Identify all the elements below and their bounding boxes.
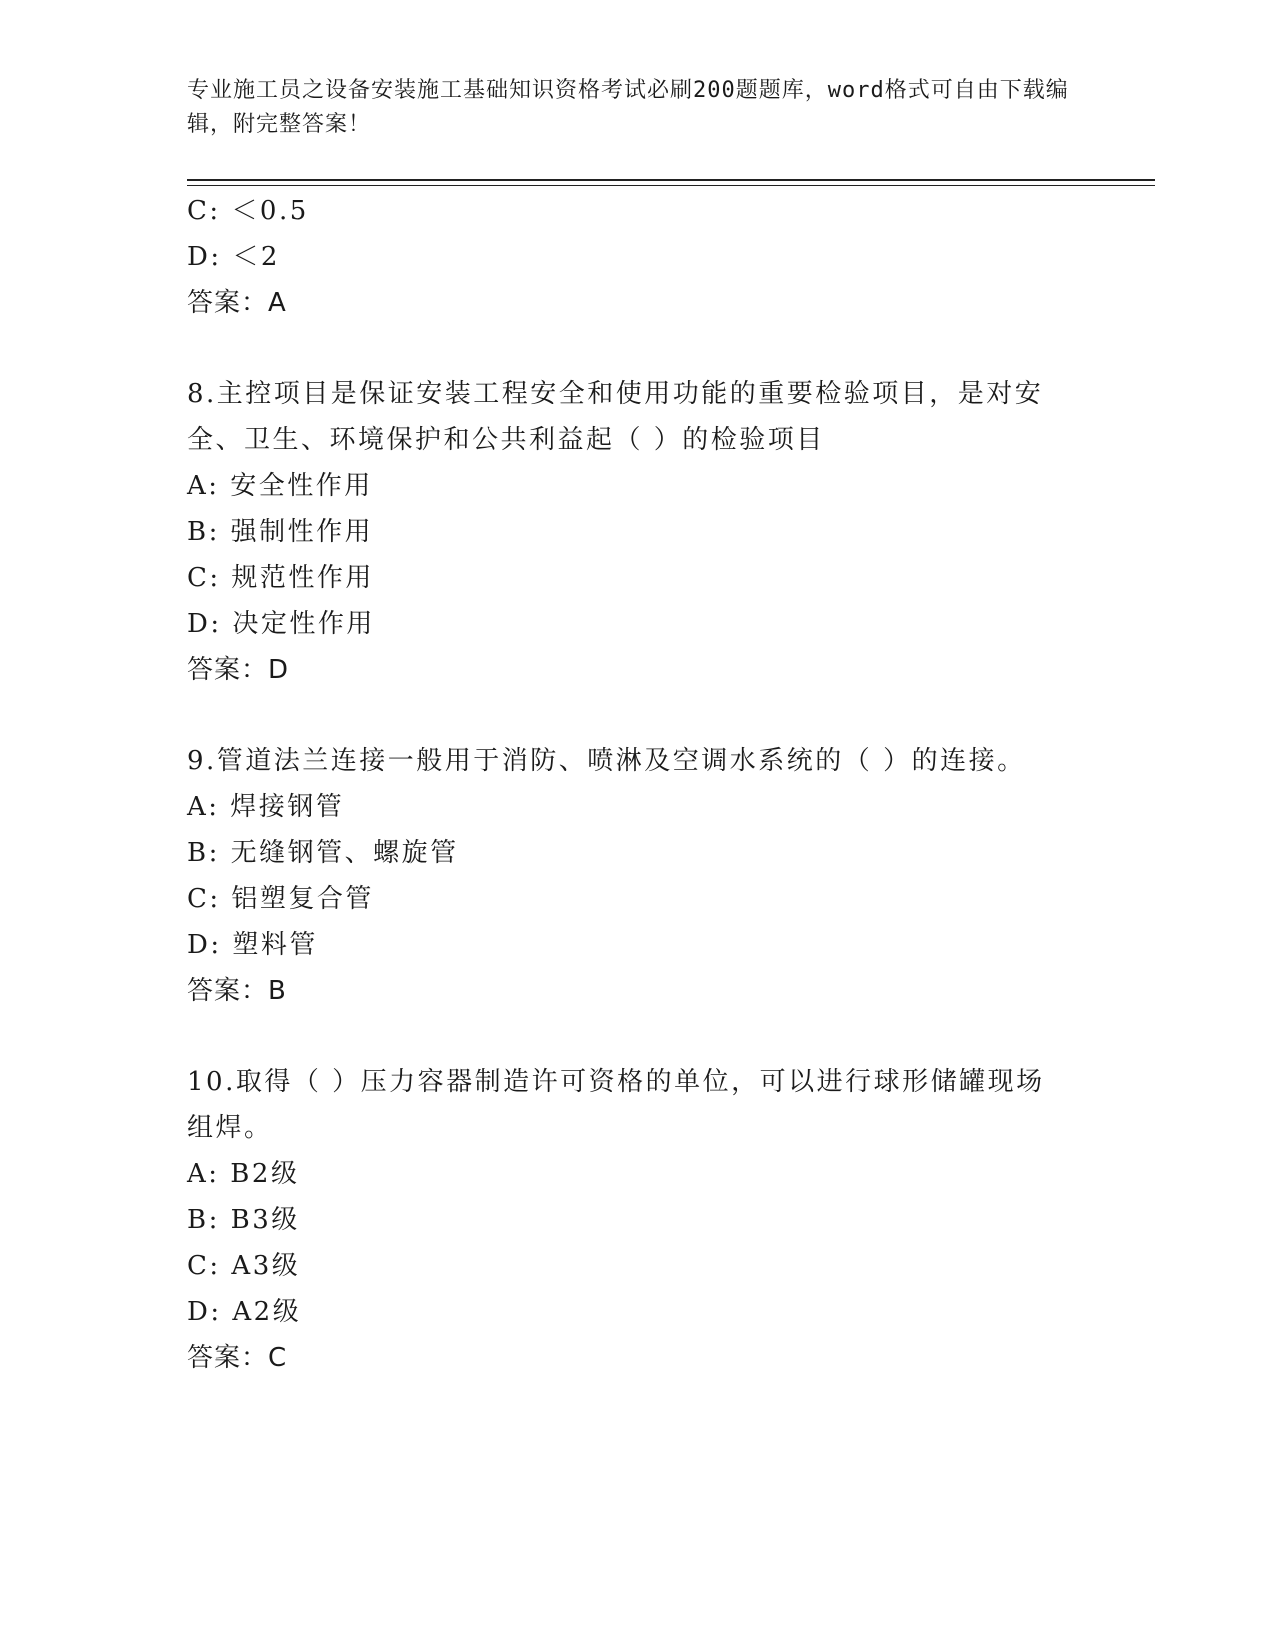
answer-line: 答案：B: [187, 976, 287, 1006]
option-a: A: 焊接钢管: [187, 792, 345, 822]
question-block-10: [187, 1059, 1077, 1381]
question-text-line: 10.取得（ ）压力容器制造许可资格的单位，可以进行球形储罐现场: [187, 1067, 1045, 1097]
option-d: D: 塑料管: [187, 930, 318, 960]
header-divider-thick: [187, 179, 1155, 181]
question-text-line: 全、卫生、环境保护和公共利益起（ ）的检验项目: [187, 425, 825, 455]
option-b: B: 无缝钢管、螺旋管: [187, 838, 459, 868]
spacer: [187, 326, 1077, 371]
question-block-8: [187, 371, 1077, 693]
question-text-line: 8.主控项目是保证安装工程安全和使用功能的重要检验项目，是对安: [187, 379, 1044, 409]
header-divider-thin: [187, 185, 1155, 186]
option-d: D: ＜2: [187, 242, 280, 272]
option-c: C: A3级: [187, 1251, 301, 1281]
option-c: C: ＜0.5: [187, 196, 309, 226]
option-a: A: 安全性作用: [187, 471, 373, 501]
option-d: D: 决定性作用: [187, 609, 375, 639]
question-text-line: 9.管道法兰连接一般用于消防、喷淋及空调水系统的（ ）的连接。: [187, 746, 1026, 776]
document-body: [187, 188, 1077, 1381]
question-text-line: 组焊。: [187, 1113, 273, 1143]
header-title: 专业施工员之设备安装施工基础知识资格考试必刷200题题库，word格式可自由下载编辑，附完整答案！: [187, 78, 1069, 137]
option-b: B: B3级: [187, 1205, 300, 1235]
answer-line: 答案：D: [187, 655, 290, 685]
answer-line: 答案：A: [187, 288, 287, 318]
option-c: C: 规范性作用: [187, 563, 374, 593]
question-block-9: [187, 738, 1077, 1014]
option-d: D: A2级: [187, 1297, 302, 1327]
spacer: [187, 1014, 1077, 1059]
option-b: B: 强制性作用: [187, 517, 374, 547]
spacer: [187, 693, 1077, 738]
question-block-prev: [187, 188, 1077, 326]
document-header: [187, 74, 1087, 142]
option-c: C: 铝塑复合管: [187, 884, 374, 914]
option-a: A: B2级: [187, 1159, 300, 1189]
answer-line: 答案：C: [187, 1343, 288, 1373]
